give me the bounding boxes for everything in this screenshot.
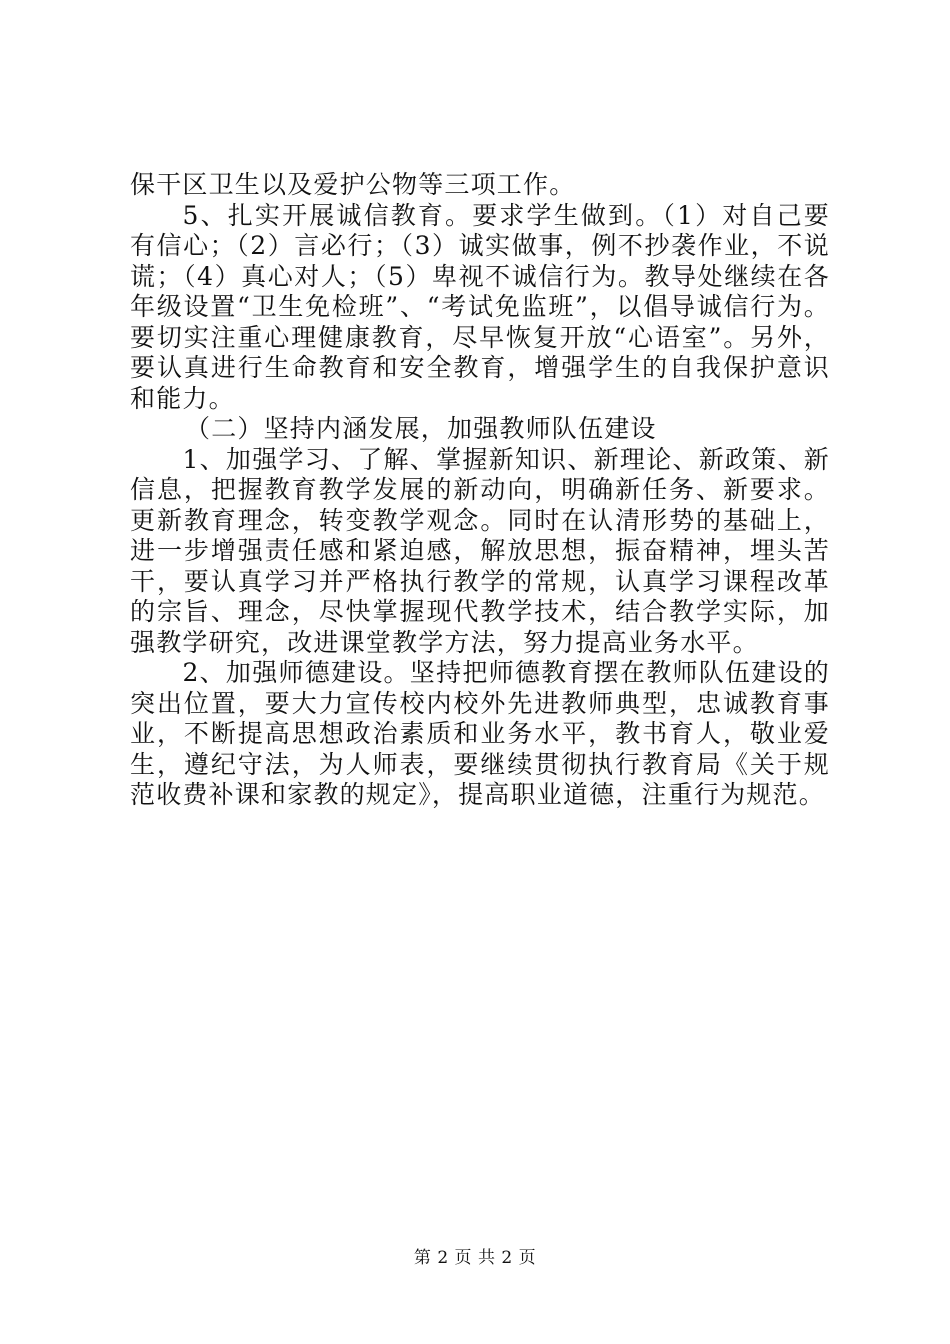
paragraph-integrity-education: 5、扎实开展诚信教育。要求学生做到。（1）对自己要有信心；（2）言必行；（3）诚实做事，例不抄袭作业，不说谎；（4）真心对人；（5）卑视不诚信行为。教导处继续在各年级设置“卫生免检班”、“考试免监班”，以倡导诚信行为。要切实注重心理健康教育，尽早恢复开放“心语室”。另外，要认真进行生命教育和安全教育，增强学生的自我保护意识和能力。 (130, 200, 830, 413)
paragraph-teacher-ethics: 2、加强师德建设。坚持把师德教育摆在教师队伍建设的突出位置，要大力宣传校内校外先进教师典型，忠诚教育事业，不断提高思想政治素质和业务水平，教书育人，敬业爱生，遵纪守法，为人师表，要继续贯彻执行教育局《关于规范收费补课和家教的规定》，提高职业道德，注重行为规范。 (130, 658, 830, 809)
page-footer: 第 2 页 共 2 页 (413, 1248, 537, 1268)
paragraph-continuation: 保干区卫生以及爱护公物等三项工作。 (130, 170, 576, 199)
paragraph-strengthen-learning: 1、加强学习、了解、掌握新知识、新理论、新政策、新信息，把握教育教学发展的新动向，明确新任务、新要求。更新教育理念，转变教学观念。同时在认清形势的基础上，进一步增强责任感和紧迫感，解放思想，振奋精神，埋头苦干，要认真学习并严格执行教学的常规，认真学习课程改革的宗旨、理念，尽快掌握现代教学技术，结合教学实际，加强教学研究，改进课堂教学方法，努力提高业务水平。 (130, 444, 830, 657)
section-heading: （二）坚持内涵发展，加强教师队伍建设 (185, 414, 657, 443)
document-body (130, 170, 830, 811)
